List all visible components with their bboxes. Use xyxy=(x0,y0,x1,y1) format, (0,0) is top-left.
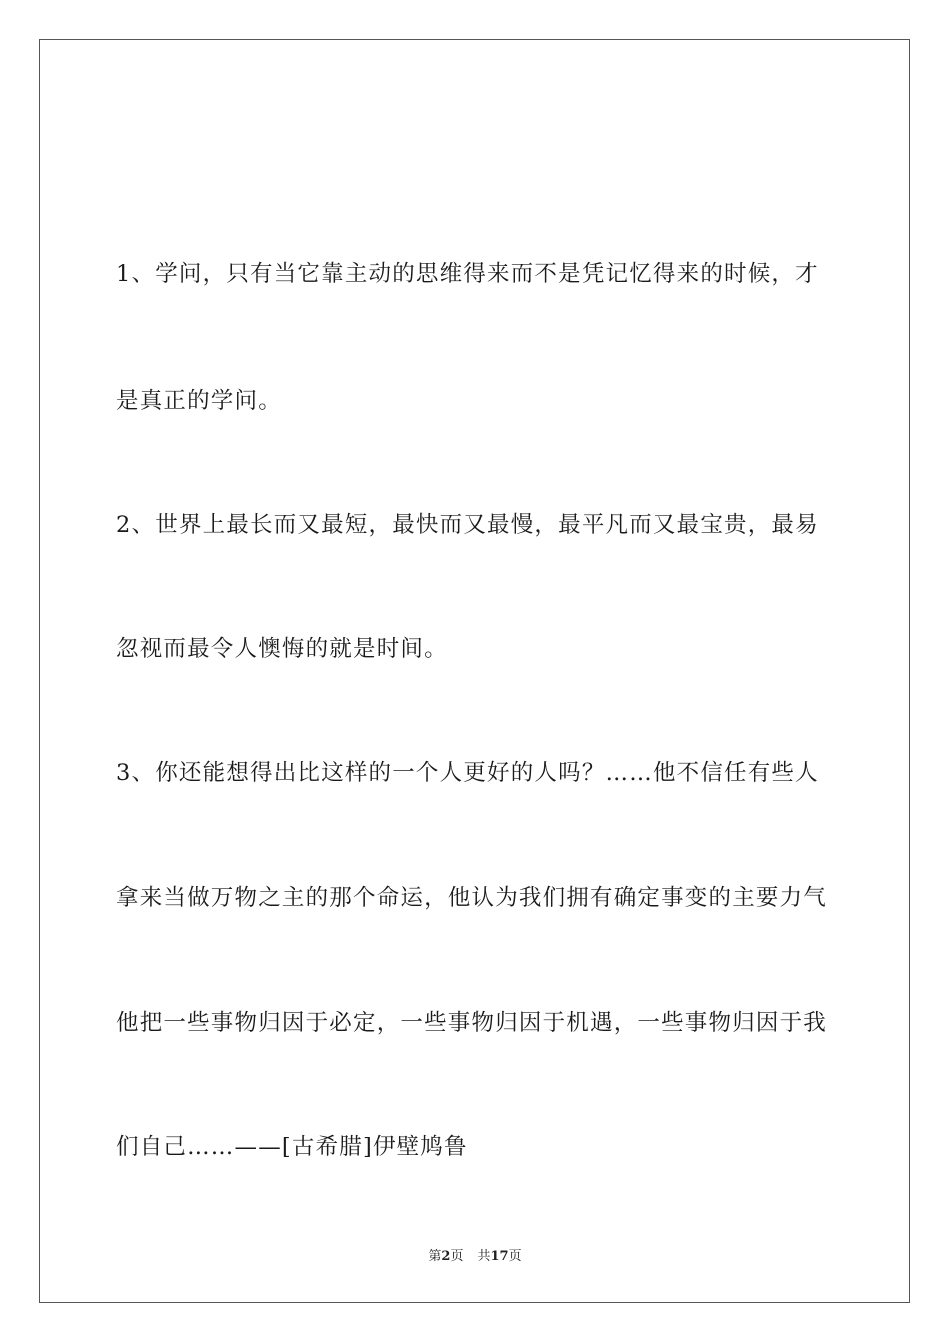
page-border xyxy=(39,39,910,1303)
footer-total-prefix: 共 xyxy=(477,1249,491,1264)
text-line-2: 是真正的学问。 xyxy=(116,388,282,414)
text-line-5: 3、你还能想得出比这样的一个人更好的人吗？……他不信任有些人 xyxy=(116,760,819,786)
page-footer xyxy=(0,1248,950,1266)
footer-total-pages: 17 xyxy=(490,1249,509,1264)
footer-page-suffix: 页 xyxy=(450,1249,464,1264)
text-line-3: 2、世界上最长而又最短，最快而又最慢，最平凡而又最宝贵，最易 xyxy=(116,512,819,538)
footer-total-suffix: 页 xyxy=(508,1249,522,1264)
text-line-6: 拿来当做万物之主的那个命运，他认为我们拥有确定事变的主要力气 xyxy=(116,885,828,911)
text-line-1: 1、学问，只有当它靠主动的思维得来而不是凭记忆得来的时候，才 xyxy=(116,261,819,287)
text-line-4: 忽视而最令人懊悔的就是时间。 xyxy=(116,636,448,662)
text-line-8: 们自己……——[古希腊]伊壁鸠鲁 xyxy=(116,1134,468,1160)
footer-page-number: 2 xyxy=(441,1249,451,1264)
text-line-7: 他把一些事物归因于必定，一些事物归因于机遇，一些事物归因于我 xyxy=(116,1010,828,1036)
footer-page-prefix: 第 xyxy=(428,1249,442,1264)
